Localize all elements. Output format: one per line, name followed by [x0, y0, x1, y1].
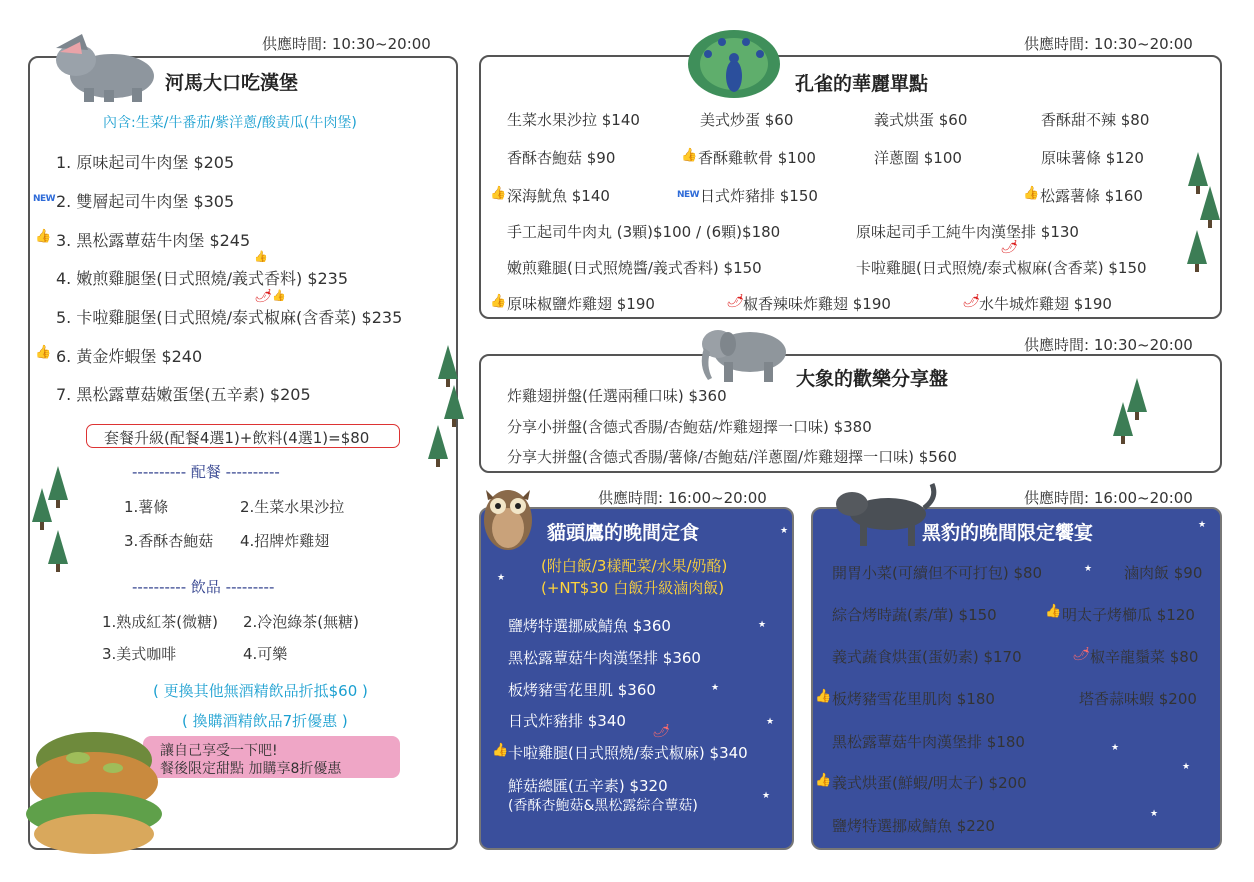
panther-item: 綜合烤時蔬(素/葷) $150 — [832, 606, 997, 624]
ala-item: 日式炸豬排 $150 — [700, 187, 818, 205]
burger-item-6: 6. 黃金炸蝦堡 $240 — [56, 347, 203, 366]
thumbs-up-icon: 👍 — [490, 294, 507, 309]
drink-3: 3.美式咖啡 — [102, 645, 177, 663]
burger-item-5: 5. 卡啦雞腿堡(日式照燒/泰式椒麻(含香菜) $235 — [56, 308, 403, 327]
thumbs-up-icon: 👍 — [490, 186, 507, 201]
burger-item-1: 1. 原味起司牛肉堡 $205 — [56, 153, 235, 172]
share-item: 分享小拼盤(含德式香腸/杏鮑菇/炸雞翅擇一口味) $380 — [507, 418, 872, 436]
chili-icon: 🌶 — [1000, 240, 1017, 255]
owl-item-note: (香酥杏鮑菇&黑松露綜合蕈菇) — [508, 798, 698, 814]
share-title: 大象的歡樂分享盤 — [796, 368, 949, 390]
panther-title: 黑豹的晚間限定饗宴 — [922, 522, 1094, 544]
panther-item: 明太子烤櫛瓜 $120 — [1062, 606, 1195, 624]
star-icon: ★ — [1111, 743, 1120, 753]
owl-item: 卡啦雞腿(日式照燒/泰式椒麻) $340 — [508, 744, 748, 762]
ala-item: 原味起司手工純牛肉漢堡排 $130 — [856, 223, 1079, 241]
owl-title: 貓頭鷹的晚間定食 — [547, 522, 700, 544]
star-icon: ★ — [497, 573, 506, 583]
ala-item: 卡啦雞腿(日式照燒/泰式椒麻(含香菜) $150 — [856, 259, 1147, 277]
ala-item: 原味椒鹽炸雞翅 $190 — [507, 295, 655, 313]
panther-item: 開胃小菜(可續但不可打包) $80 — [832, 564, 1043, 582]
tree-decor — [1187, 230, 1207, 264]
ala-item: 香酥甜不辣 $80 — [1041, 111, 1150, 129]
thumbs-up-icon: 👍 — [272, 289, 286, 302]
ala-item: 深海魷魚 $140 — [507, 187, 610, 205]
panther-item: 滷肉飯 $90 — [1124, 564, 1203, 582]
thumbs-up-icon: 👍 — [1045, 604, 1062, 619]
ala-hours: 供應時間: 10:30~20:00 — [1024, 35, 1193, 53]
burger-photo — [18, 722, 166, 872]
dessert-line-1: 讓自己享受一下吧! — [160, 743, 278, 759]
panther-item: 椒辛龍鬚菜 $80 — [1090, 648, 1199, 666]
chili-icon: 🌶 — [1072, 647, 1089, 662]
burger-item-2: 2. 雙層起司牛肉堡 $305 — [56, 192, 235, 211]
star-icon: ★ — [758, 620, 767, 630]
upgrade-text: 套餐升級(配餐4選1)+飲料(4選1)=$80 — [104, 429, 370, 447]
star-icon: ★ — [711, 683, 720, 693]
burger-item-3: 3. 黑松露蕈菇牛肉堡 $245 — [56, 231, 251, 250]
owl-illustration — [478, 478, 538, 552]
side-3: 3.香酥杏鮑菇 — [124, 532, 214, 550]
ala-item: 松露薯條 $160 — [1040, 187, 1143, 205]
ala-item: 手工起司牛肉丸 (3顆)$100 / (6顆)$180 — [507, 223, 781, 241]
drink-2: 2.冷泡綠茶(無糖) — [243, 613, 360, 631]
ala-item: 原味薯條 $120 — [1041, 149, 1144, 167]
panther-item: 義式蔬食烘蛋(蛋奶素) $170 — [832, 648, 1022, 666]
hippo-illustration — [44, 26, 164, 106]
star-icon: ★ — [1150, 809, 1159, 819]
drinks-header: ---------- 飲品 --------- — [132, 578, 275, 596]
promo-line-2: ( 換購酒精飲品7折優惠 ) — [182, 712, 348, 730]
chili-icon: 🌶 — [254, 289, 271, 304]
owl-hours: 供應時間: 16:00~20:00 — [598, 489, 767, 507]
star-icon: ★ — [1182, 762, 1191, 772]
thumbs-up-icon: 👍 — [815, 773, 832, 788]
side-2: 2.生菜水果沙拉 — [240, 498, 345, 516]
chili-icon: 🌶 — [652, 724, 669, 739]
thumbs-up-icon: 👍 — [492, 743, 509, 758]
burger-item-4: 4. 嫩煎雞腿堡(日式照燒/義式香料) $235 — [56, 269, 349, 288]
star-icon: ★ — [1198, 520, 1207, 530]
new-badge: NEW — [677, 190, 700, 200]
ala-item: 香酥雞軟骨 $100 — [698, 149, 816, 167]
tree-decor — [444, 385, 464, 419]
panther-item: 黑松露蕈菇牛肉漢堡排 $180 — [832, 733, 1025, 751]
ala-item: 香酥杏鮑菇 $90 — [507, 149, 616, 167]
thumbs-up-icon: 👍 — [35, 229, 52, 244]
burger-includes-note: 內含:生菜/牛番茄/紫洋蔥/酸黃瓜(牛肉堡) — [103, 115, 357, 131]
owl-item: 板烤豬雪花里肌 $360 — [508, 681, 656, 699]
side-1: 1.薯條 — [124, 498, 169, 516]
star-icon: ★ — [780, 526, 789, 536]
tree-decor — [428, 425, 448, 459]
star-icon: ★ — [766, 717, 775, 727]
ala-item: 水牛城炸雞翅 $190 — [979, 295, 1112, 313]
ala-item: 椒香辣味炸雞翅 $190 — [743, 295, 891, 313]
owl-note-1: (附白飯/3樣配菜/水果/奶酪) — [541, 557, 728, 575]
chili-icon: 🌶 — [726, 294, 743, 309]
tree-decor — [438, 345, 458, 379]
ala-item: 嫩煎雞腿(日式照燒醬/義式香料) $150 — [507, 259, 762, 277]
share-item: 分享大拼盤(含德式香腸/薯條/杏鮑菇/洋蔥圈/炸雞翅擇一口味) $560 — [507, 448, 957, 466]
ala-item: 洋蔥圈 $100 — [874, 149, 962, 167]
ala-title: 孔雀的華麗單點 — [795, 73, 929, 95]
new-badge: NEW — [33, 194, 56, 204]
drink-4: 4.可樂 — [243, 645, 288, 663]
tree-decor — [32, 488, 52, 522]
burger-title: 河馬大口吃漢堡 — [165, 72, 299, 94]
tree-decor — [1200, 186, 1220, 220]
share-item: 炸雞翅拼盤(任選兩種口味) $360 — [507, 387, 727, 405]
tree-decor — [48, 530, 68, 564]
thumbs-up-icon: 👍 — [681, 148, 698, 163]
owl-item: 鮮菇總匯(五辛素) $320 — [508, 777, 668, 795]
burger-hours: 供應時間: 10:30~20:00 — [262, 35, 431, 53]
tree-decor — [1113, 402, 1133, 436]
owl-item: 日式炸豬排 $340 — [508, 712, 626, 730]
thumbs-up-icon: 👍 — [815, 689, 832, 704]
thumbs-up-icon: 👍 — [35, 345, 52, 360]
panther-item: 板烤豬雪花里肌肉 $180 — [832, 690, 995, 708]
owl-note-2: (+NT$30 白飯升級滷肉飯) — [541, 579, 725, 597]
panther-item: 鹽烤特選挪威鯖魚 $220 — [832, 817, 995, 835]
panther-item: 義式烘蛋(鮮蝦/明太子) $200 — [832, 774, 1027, 792]
ala-item: 生菜水果沙拉 $140 — [507, 111, 640, 129]
star-icon: ★ — [762, 791, 771, 801]
drink-1: 1.熟成紅茶(微糖) — [102, 613, 219, 631]
owl-item: 黑松露蕈菇牛肉漢堡排 $360 — [508, 649, 701, 667]
chili-icon: 🌶 — [962, 294, 979, 309]
tree-decor — [1188, 152, 1208, 186]
ala-item: 美式炒蛋 $60 — [700, 111, 794, 129]
sides-header: ---------- 配餐 ---------- — [132, 463, 280, 481]
owl-item: 鹽烤特選挪威鯖魚 $360 — [508, 617, 671, 635]
thumbs-up-icon: 👍 — [1023, 186, 1040, 201]
elephant-illustration — [694, 322, 798, 386]
dessert-line-2: 餐後限定甜點 加購享8折優惠 — [160, 761, 342, 777]
ala-item: 義式烘蛋 $60 — [874, 111, 968, 129]
star-icon: ★ — [1084, 564, 1093, 574]
panther-hours: 供應時間: 16:00~20:00 — [1024, 489, 1193, 507]
thumbs-up-icon: 👍 — [254, 250, 268, 263]
peacock-illustration — [686, 14, 782, 98]
promo-line-1: ( 更換其他無酒精飲品折抵$60 ) — [153, 682, 368, 700]
side-4: 4.招牌炸雞翅 — [240, 532, 330, 550]
panther-item: 塔香蒜味蝦 $200 — [1079, 690, 1197, 708]
panther-panel — [811, 507, 1222, 850]
burger-item-7: 7. 黑松露蕈菇嫩蛋堡(五辛素) $205 — [56, 385, 311, 404]
share-hours: 供應時間: 10:30~20:00 — [1024, 336, 1193, 354]
